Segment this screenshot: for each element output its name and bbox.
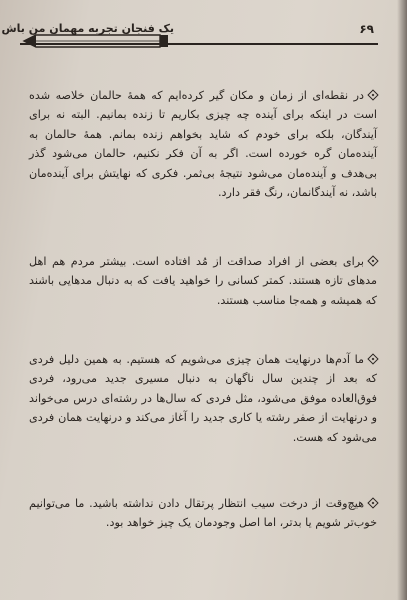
diamond-bullet-icon: [367, 497, 378, 508]
paragraph-text: در نقطه‌ای از زمان و مکان گیر کرده‌ایم که همهٔ حالمان خلاصه شده است در اینکه برای آینده چه چیزی بکاریم تا زنده بمانیم. البته نه برای آیندگان، بلکه برای خودم که شاید بخواهم زنده بمانم. همهٔ حالمان به آینده‌مان گره خورده است. اگر به آن فکر نکنیم، حالمان می‌شود گذر بی‌هدف و آینده‌مان می‌شود نتیجهٔ بی‌ثمر. فکری که نهایتش برای آینده‌مان باشد، نه آیندگانمان، رنگ فقر دارد.: [29, 89, 377, 200]
header-rule: [20, 43, 378, 45]
paragraph-2: [29, 252, 377, 310]
header-title: یک فنجان تجربه مهمان من باش: [1, 22, 174, 35]
diamond-bullet-icon: [367, 255, 378, 266]
paragraph-4: [29, 494, 377, 533]
page-number: ۶۹: [359, 22, 374, 36]
pencil-icon: [20, 30, 170, 52]
paragraph-text: برای بعضی از افراد صداقت از مُد افتاده است. بیشتر مردم هم اهل مدهای تازه هستند. کمتر کسانی را خواهید یافت که به دنبال مدهایی باشند که همیشه و همه‌جا مناسب هستند.: [29, 255, 377, 307]
paragraph-1: [29, 86, 377, 202]
binding-shadow: [397, 0, 407, 600]
running-header: [1, 14, 378, 58]
diamond-bullet-icon: [367, 353, 378, 364]
diamond-bullet-icon: [367, 89, 378, 100]
paragraph-text: هیچ‌وقت از درخت سیب انتظار پرتقال دادن نداشته باشید. ما می‌توانیم خوب‌تر شویم یا بدتر، اما اصل وجودمان یک چیز خواهد بود.: [29, 497, 377, 530]
paragraph-text: ما آدم‌ها درنهایت همان چیزی می‌شویم که هستیم. به همین دلیل فردی که بعد از چندین سال ناگهان به دنبال مسیری جدید می‌رود، فردی فوق‌العاده موفق می‌شود، مثل فردی که سال‌ها در رشته‌ای درس می‌خواند و درنهایت از صفر رشته یا کاری جدید را آغاز می‌کند و درنهایت همان فردی می‌شود که هست.: [29, 353, 377, 444]
paragraph-3: [29, 350, 377, 447]
